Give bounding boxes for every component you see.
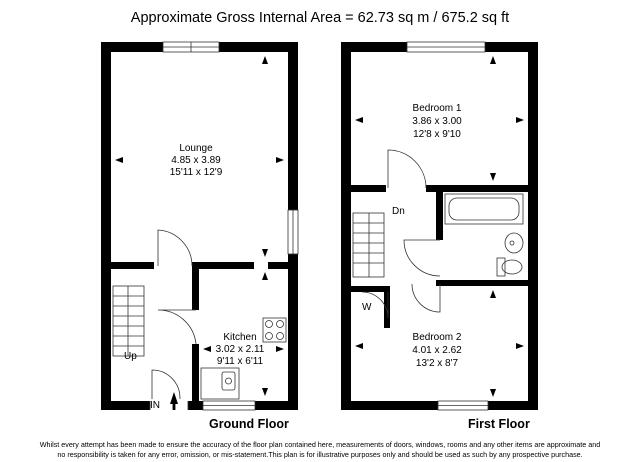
first-floor-label: First Floor [468,417,530,431]
wall [192,344,199,401]
door-swing [412,284,440,312]
room-name: Lounge [179,143,213,154]
door-swing [158,310,196,344]
room-dimensions-metric: 4.85 x 3.89 [171,155,221,166]
lounge-label [170,143,223,178]
wall [351,185,386,192]
stairs-down-label: Dn [392,206,405,217]
staircase-up [113,286,144,356]
wall [101,42,111,410]
wall [101,401,298,410]
staircase-down [353,213,384,277]
room-name: Bedroom 1 [412,103,462,114]
stairs-up-label: Up [124,351,137,362]
room-dimensions-imperial: 13'2 x 8'7 [415,358,459,369]
room-dimensions-metric: 3.86 x 3.00 [412,116,462,127]
wall [341,42,351,410]
toilet-icon [497,258,522,276]
disclaimer-line: Whilst every attempt has been made to ensure the accuracy of the floor plan contained here, measurements of doors, windows, rooms and any other items are approximate and [39,440,601,449]
disclaimer [20,440,620,460]
wall [351,286,384,292]
wall [384,286,390,328]
wall [268,262,288,269]
entrance-arrow-icon [173,403,176,410]
room-name: Bedroom 2 [412,332,462,343]
sink-icon [222,372,235,390]
wall [436,280,528,286]
entrance-label: IN [150,400,160,411]
kitchen-label [216,332,265,367]
bath-icon [445,194,523,224]
wall [528,42,538,410]
room-dimensions-metric: 3.02 x 2.11 [215,344,265,355]
room-dimensions-imperial: 15'11 x 12'9 [169,167,223,178]
door-swing [388,150,426,188]
wall [436,185,443,240]
room-dimensions-imperial: 9'11 x 6'11 [216,356,264,367]
disclaimer-line: no responsibility is taken for any error, omission, or mis-statement.This plan is for illustrative purposes only and should be used as such by any prospective purchase. [57,450,583,459]
worktop [201,368,239,399]
wall [111,262,154,269]
door-swing [158,230,192,266]
room-dimensions-imperial: 12'8 x 9'10 [413,129,461,140]
wardrobe-label: W [362,302,372,313]
plan-title: Approximate Gross Internal Area = 62.73 sq m / 675.2 sq ft [130,10,510,26]
door-swing [152,370,180,399]
wall [192,262,199,310]
ground-floor-fixtures [113,230,286,399]
room-name: Kitchen [223,332,257,343]
entrance-arrow-icon [170,392,178,404]
bedroom-2-label [412,332,462,369]
bedroom-1-label [412,103,462,140]
door-swing [404,240,440,276]
room-dimensions-metric: 4.01 x 2.62 [412,345,462,356]
wall [192,262,254,269]
ground-floor-label: Ground Floor [209,417,289,431]
